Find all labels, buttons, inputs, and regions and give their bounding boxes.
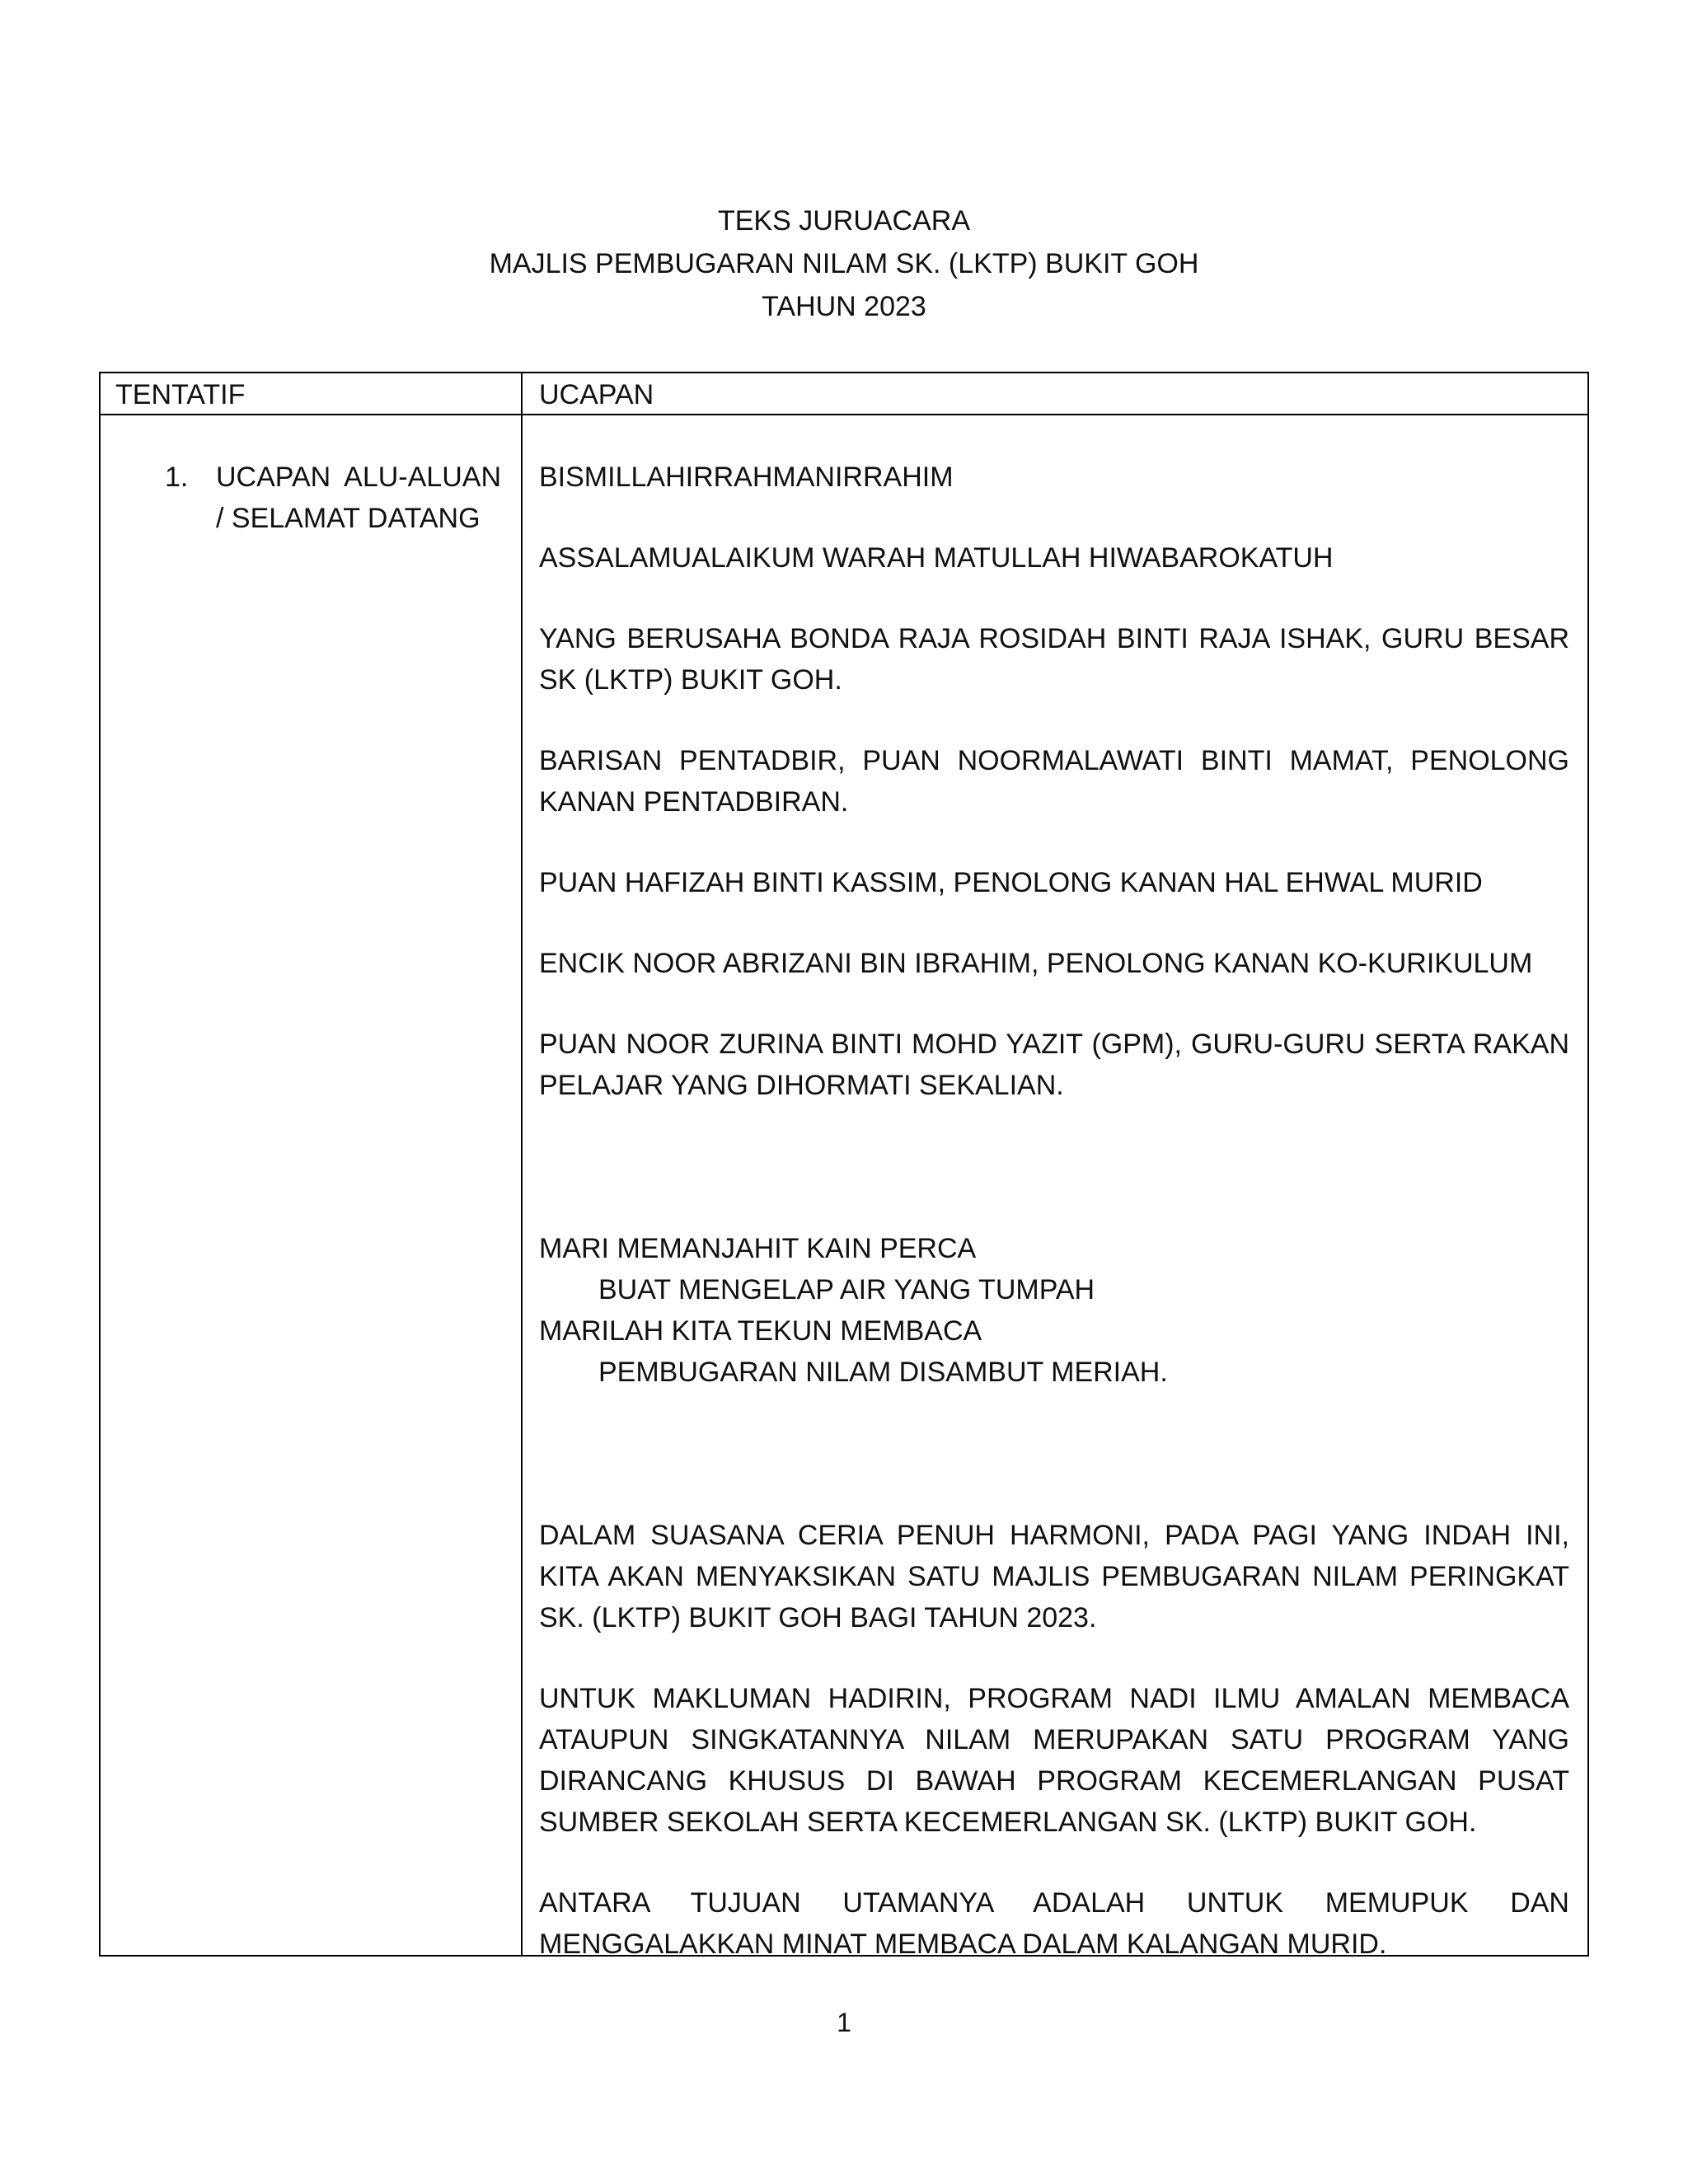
tentatif-item-number: 1. [165, 462, 189, 493]
ucapan-paragraph: BARISAN PENTADBIR, PUAN NOORMALAWATI BINTI MAMAT, PENOLONG KANAN PENTADBIRAN. [539, 745, 1569, 818]
ucapan-paragraph: UNTUK MAKLUMAN HADIRIN, PROGRAM NADI ILMU AMALAN MEMBACA ATAUPUN SINGKATANNYA NILAM MERUPAKAN SATU PROGRAM YANG DIRANCANG KHUSUS DI BAWAH PROGRAM KECEMERLANGAN PUSAT SUMBER SEKOLAH SERTA KECEMERLANGAN SK. (LKTP) BUKIT GOH. [539, 1683, 1569, 1838]
header-row-divider [101, 414, 1587, 415]
ucapan-paragraph: ENCIK NOOR ABRIZANI BIN IBRAHIM, PENOLONG KANAN KO-KURIKULUM [539, 948, 1533, 979]
pantun-verse [539, 1228, 1569, 1393]
tentatif-item [165, 457, 501, 539]
ucapan-paragraph: DALAM SUASANA CERIA PENUH HARMONI, PADA PAGI YANG INDAH INI, KITA AKAN MENYAKSIKAN SATU MAJLIS PEMBUGARAN NILAM PERINGKAT SK. (LKTP) BUKIT GOH BAGI TAHUN 2023. [539, 1520, 1569, 1633]
column-divider [521, 373, 523, 1955]
column-header-tentatif: TENTATIF [115, 379, 246, 410]
pantun-line: MARILAH KITA TEKUN MEMBACA [539, 1315, 982, 1347]
event-title: MAJLIS PEMBUGARAN NILAM SK. (LKTP) BUKIT GOH [489, 248, 1199, 279]
document-header [0, 199, 1688, 328]
ucapan-paragraph: ANTARA TUJUAN UTAMANYA ADALAH UNTUK MEMUPUK DAN MENGGALAKKAN MINAT MEMBACA DALAM KALANGAN MURID. [539, 1887, 1569, 1960]
ucapan-paragraph: YANG BERUSAHA BONDA RAJA ROSIDAH BINTI RAJA ISHAK, GURU BESAR SK (LKTP) BUKIT GOH. [539, 623, 1569, 696]
ucapan-column [539, 457, 1569, 2004]
event-year: TAHUN 2023 [762, 291, 926, 322]
tentatif-item-label: UCAPAN ALU-ALUAN / SELAMAT DATANG [216, 462, 501, 534]
pantun-line: BUAT MENGELAP AIR YANG TUMPAH [598, 1274, 1095, 1305]
document-title: TEKS JURUACARA [717, 205, 971, 237]
column-header-ucapan: UCAPAN [539, 379, 654, 410]
ucapan-paragraph: PUAN HAFIZAH BINTI KASSIM, PENOLONG KANAN HAL EHWAL MURID [539, 867, 1483, 898]
page-number: 1 [837, 2008, 851, 2037]
pantun-line: MARI MEMANJAHIT KAIN PERCA [539, 1233, 977, 1264]
ucapan-paragraph: BISMILLAHIRRAHMANIRRAHIM [539, 462, 954, 493]
ucapan-paragraph: ASSALAMUALAIKUM WARAH MATULLAH HIWABAROKATUH [539, 542, 1334, 574]
script-table [99, 372, 1589, 1960]
pantun-line: PEMBUGARAN NILAM DISAMBUT MERIAH. [598, 1357, 1168, 1388]
ucapan-paragraph: PUAN NOOR ZURINA BINTI MOHD YAZIT (GPM), GURU-GURU SERTA RAKAN PELAJAR YANG DIHORMATI SEKALIAN. [539, 1029, 1569, 1101]
